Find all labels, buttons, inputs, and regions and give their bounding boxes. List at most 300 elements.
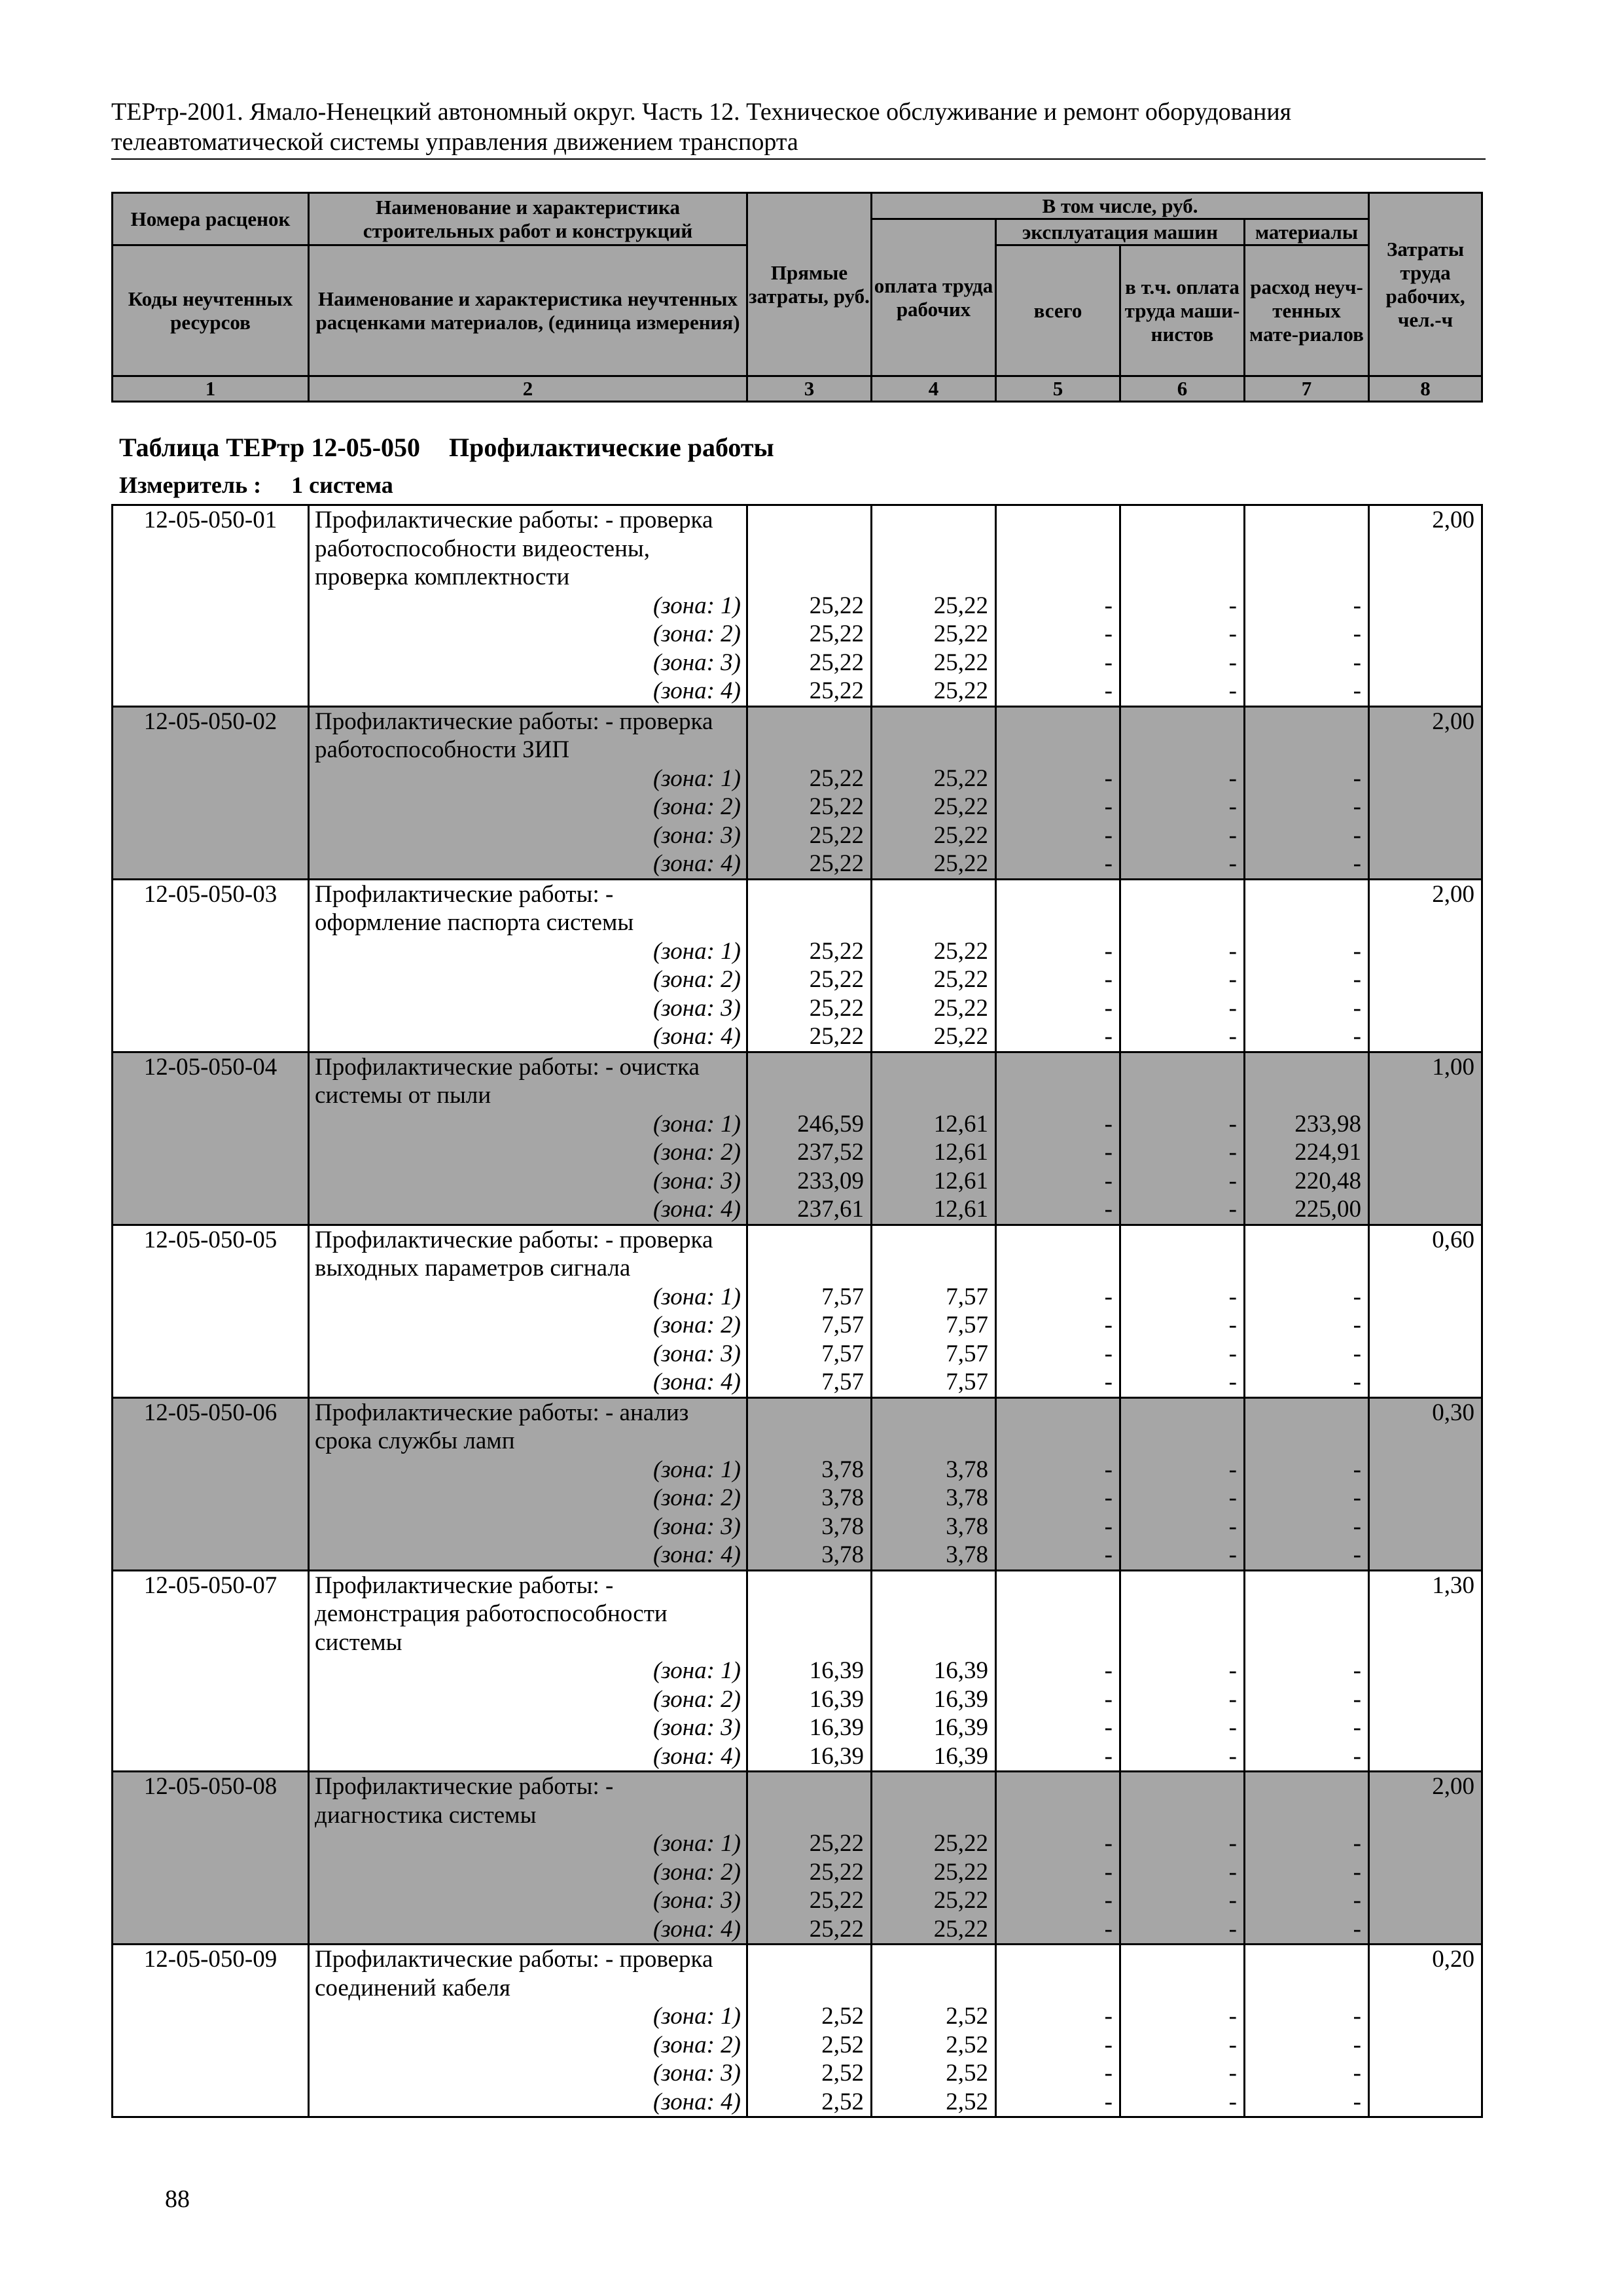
unit-line: [119, 471, 393, 499]
value-labor-pay: 25,22: [933, 1915, 988, 1943]
zone-label: (зона: 1): [652, 1456, 741, 1483]
rate-code: 12-05-050-07: [113, 1570, 309, 1772]
value-labor-pay: 2,52: [946, 2031, 988, 2058]
value-materials: -: [1353, 1312, 1361, 1338]
zone-label: (зона: 1): [652, 1657, 741, 1684]
table-row: [113, 1052, 1482, 1225]
col-num-1: 1: [113, 376, 309, 402]
value-labor-pay: 7,57: [946, 1369, 988, 1395]
value-machinists: -: [1228, 1139, 1237, 1166]
zone-label: (зона: 3): [652, 1340, 741, 1367]
value-machinists: -: [1228, 1369, 1237, 1395]
value-labor-pay: 2,52: [946, 2003, 988, 2030]
value-materials: -: [1353, 1657, 1361, 1684]
cell-materials: [1245, 706, 1369, 879]
cell-labor-pay: [872, 1570, 996, 1772]
col-material-consumption: расход неуч-тенных мате-риалов: [1245, 245, 1369, 376]
value-direct: 25,22: [809, 850, 864, 877]
cell-machines: [996, 505, 1120, 707]
value-direct: 25,22: [809, 677, 864, 704]
value-materials: -: [1353, 1915, 1361, 1943]
value-machinists: -: [1228, 1484, 1237, 1511]
value-materials: -: [1353, 764, 1361, 792]
value-direct: 7,57: [821, 1312, 864, 1338]
value-machinists: -: [1228, 1340, 1237, 1367]
value-machinists: -: [1228, 1830, 1237, 1857]
cell-materials: [1245, 1772, 1369, 1945]
value-materials: 224,91: [1294, 1139, 1361, 1166]
value-machines: -: [1104, 1023, 1113, 1050]
rate-code: 12-05-050-04: [113, 1052, 309, 1225]
zone-label: (зона: 1): [652, 592, 741, 619]
header-line-2: телеавтоматической системы управления движением транспорта: [111, 128, 798, 156]
value-materials: -: [1353, 1283, 1361, 1310]
value-machines: -: [1104, 1513, 1113, 1540]
rates-table: [111, 504, 1483, 2118]
value-labor-pay: 25,22: [933, 1858, 988, 1886]
value-labor-pay: 3,78: [946, 1456, 988, 1483]
value-direct: 237,52: [797, 1139, 864, 1166]
zone-label: (зона: 2): [652, 1139, 741, 1166]
col-num-6: 6: [1120, 376, 1245, 402]
value-materials: -: [1353, 2088, 1361, 2115]
rates-table-body: [113, 505, 1482, 2117]
col-labor-hours: Затраты труда рабочих, чел.-ч: [1369, 193, 1482, 376]
cell-machinists: [1120, 1052, 1245, 1225]
col-machinists-pay: в т.ч. оплата труда маши-нистов: [1120, 245, 1245, 376]
value-labor-pay: 7,57: [946, 1283, 988, 1310]
zone-label: (зона: 3): [652, 649, 741, 676]
rate-name-line: работоспособности ЗИП: [315, 736, 570, 763]
zone-label: (зона: 2): [652, 1858, 741, 1886]
value-direct: 2,52: [821, 2088, 864, 2115]
value-materials: -: [1353, 1830, 1361, 1857]
cell-machines: [996, 1397, 1120, 1570]
value-machines: -: [1104, 1541, 1113, 1568]
table-row: [113, 1772, 1482, 1945]
column-header-table: [111, 192, 1483, 403]
zone-label: (зона: 2): [652, 966, 741, 993]
value-machines: -: [1104, 1369, 1113, 1395]
value-direct: 25,22: [809, 1830, 864, 1857]
value-machinists: -: [1228, 649, 1237, 676]
value-materials: -: [1353, 1742, 1361, 1770]
col-num-7: 7: [1245, 376, 1369, 402]
value-labor-pay: 3,78: [946, 1484, 988, 1511]
value-machines: -: [1104, 1312, 1113, 1338]
value-labor-pay: 25,22: [933, 821, 988, 849]
value-machines: -: [1104, 620, 1113, 647]
cell-direct: [747, 879, 872, 1052]
col-machine-operation: эксплуатация машин: [996, 219, 1245, 245]
value-materials: -: [1353, 793, 1361, 820]
rate-name-line: Профилактические работы: - проверка: [315, 1946, 713, 1973]
value-machinists: -: [1228, 2088, 1237, 2115]
cell-materials: [1245, 1945, 1369, 2117]
rate-name-line: срока службы ламп: [315, 1427, 515, 1454]
value-machines: -: [1104, 793, 1113, 820]
value-labor-pay: 12,61: [933, 1139, 988, 1166]
cell-direct: [747, 706, 872, 879]
value-direct: 25,22: [809, 1915, 864, 1943]
value-machinists: -: [1228, 1915, 1237, 1943]
value-machinists: -: [1228, 1858, 1237, 1886]
cell-labor-hours: 2,00: [1369, 505, 1482, 707]
rate-name-line: Профилактические работы: -: [315, 1571, 614, 1599]
value-labor-pay: 25,22: [933, 793, 988, 820]
value-direct: 25,22: [809, 937, 864, 965]
cell-machinists: [1120, 1772, 1245, 1945]
value-materials: -: [1353, 1456, 1361, 1483]
value-materials: -: [1353, 592, 1361, 619]
value-labor-pay: 25,22: [933, 620, 988, 647]
value-machines: -: [1104, 1685, 1113, 1713]
value-machines: -: [1104, 994, 1113, 1022]
rate-name-line: Профилактические работы: - проверка: [315, 708, 713, 735]
value-machines: -: [1104, 1742, 1113, 1770]
zone-label: (зона: 2): [652, 793, 741, 820]
rate-description: [309, 1052, 747, 1225]
cell-materials: [1245, 879, 1369, 1052]
cell-machinists: [1120, 505, 1245, 707]
value-machinists: -: [1228, 1685, 1237, 1713]
value-direct: 2,52: [821, 2003, 864, 2030]
rate-name-line: системы от пыли: [315, 1082, 491, 1109]
value-labor-pay: 3,78: [946, 1541, 988, 1568]
rate-description: [309, 879, 747, 1052]
value-machines: -: [1104, 764, 1113, 792]
rate-name-line: работоспособности видеостены,: [315, 535, 650, 562]
value-materials: 233,98: [1294, 1110, 1361, 1138]
value-materials: -: [1353, 1858, 1361, 1886]
value-labor-pay: 25,22: [933, 937, 988, 965]
value-labor-pay: 25,22: [933, 592, 988, 619]
value-direct: 16,39: [809, 1685, 864, 1713]
rate-description: [309, 1772, 747, 1945]
value-materials: -: [1353, 1513, 1361, 1540]
rate-description: [309, 1225, 747, 1397]
value-direct: 16,39: [809, 1714, 864, 1741]
cell-labor-hours: 1,30: [1369, 1570, 1482, 1772]
value-materials: -: [1353, 620, 1361, 647]
col-direct-costs: Прямые затраты, руб.: [747, 193, 872, 376]
table-row: [113, 1397, 1482, 1570]
value-materials: -: [1353, 1541, 1361, 1568]
value-machines: -: [1104, 1283, 1113, 1310]
rate-code: 12-05-050-02: [113, 706, 309, 879]
rate-code: 12-05-050-05: [113, 1225, 309, 1397]
rate-code: 12-05-050-01: [113, 505, 309, 707]
value-materials: -: [1353, 937, 1361, 965]
cell-machines: [996, 1945, 1120, 2117]
col-including: В том числе, руб.: [872, 193, 1369, 219]
col-resource-codes: Коды неучтенных ресурсов: [113, 245, 309, 376]
value-direct: 2,52: [821, 2060, 864, 2087]
rate-code: 12-05-050-09: [113, 1945, 309, 2117]
value-materials: 225,00: [1294, 1196, 1361, 1223]
cell-materials: [1245, 1052, 1369, 1225]
zone-label: (зона: 1): [652, 2003, 741, 2030]
value-machines: -: [1104, 2003, 1113, 2030]
value-machinists: -: [1228, 764, 1237, 792]
cell-direct: [747, 1052, 872, 1225]
value-materials: -: [1353, 1369, 1361, 1395]
value-labor-pay: 16,39: [933, 1742, 988, 1770]
cell-machinists: [1120, 1945, 1245, 2117]
value-labor-pay: 12,61: [933, 1196, 988, 1223]
value-materials: -: [1353, 1887, 1361, 1914]
value-machines: -: [1104, 1167, 1113, 1194]
value-labor-pay: 2,52: [946, 2088, 988, 2115]
value-direct: 16,39: [809, 1657, 864, 1684]
rate-name-line: Профилактические работы: -: [315, 1773, 614, 1800]
value-machinists: -: [1228, 1742, 1237, 1770]
value-machines: -: [1104, 2088, 1113, 2115]
zone-label: (зона: 3): [652, 1714, 741, 1741]
rate-name-line: оформление паспорта системы: [315, 909, 634, 936]
cell-materials: [1245, 1225, 1369, 1397]
value-machinists: -: [1228, 1714, 1237, 1741]
cell-machines: [996, 1225, 1120, 1397]
rate-name-line: системы: [315, 1628, 402, 1656]
rate-code: 12-05-050-06: [113, 1397, 309, 1570]
zone-label: (зона: 1): [652, 1830, 741, 1857]
value-materials: -: [1353, 2031, 1361, 2058]
value-machinists: -: [1228, 592, 1237, 619]
cell-machinists: [1120, 1397, 1245, 1570]
col-num-5: 5: [996, 376, 1120, 402]
value-machines: -: [1104, 1657, 1113, 1684]
value-machines: -: [1104, 1714, 1113, 1741]
cell-machinists: [1120, 879, 1245, 1052]
rate-description: [309, 505, 747, 707]
col-rate-numbers: Номера расценок: [113, 193, 309, 245]
value-direct: 7,57: [821, 1369, 864, 1395]
zone-label: (зона: 4): [652, 2088, 741, 2115]
cell-labor-pay: [872, 505, 996, 707]
value-direct: 3,78: [821, 1541, 864, 1568]
value-machines: -: [1104, 937, 1113, 965]
rate-name-line: Профилактические работы: - анализ: [315, 1399, 689, 1426]
value-materials: -: [1353, 677, 1361, 704]
rate-name-line: Профилактические работы: -: [315, 880, 614, 908]
value-machinists: -: [1228, 1541, 1237, 1568]
cell-labor-pay: [872, 706, 996, 879]
value-labor-pay: 2,52: [946, 2060, 988, 2087]
value-direct: 2,52: [821, 2031, 864, 2058]
cell-labor-pay: [872, 1945, 996, 2117]
value-machinists: -: [1228, 850, 1237, 877]
value-machinists: -: [1228, 1023, 1237, 1050]
value-materials: -: [1353, 1685, 1361, 1713]
cell-direct: [747, 1570, 872, 1772]
cell-direct: [747, 1772, 872, 1945]
value-direct: 25,22: [809, 1887, 864, 1914]
rate-description: [309, 1397, 747, 1570]
value-direct: 3,78: [821, 1513, 864, 1540]
cell-labor-hours: 0,60: [1369, 1225, 1482, 1397]
value-materials: -: [1353, 2003, 1361, 2030]
cell-labor-pay: [872, 1397, 996, 1570]
col-num-2: 2: [309, 376, 747, 402]
value-machinists: -: [1228, 1513, 1237, 1540]
value-machinists: -: [1228, 994, 1237, 1022]
value-direct: 25,22: [809, 793, 864, 820]
rate-description: [309, 1570, 747, 1772]
table-row: [113, 706, 1482, 879]
value-machinists: -: [1228, 937, 1237, 965]
rate-name-line: Профилактические работы: - проверка: [315, 507, 713, 533]
value-labor-pay: 25,22: [933, 966, 988, 993]
cell-labor-hours: 0,20: [1369, 1945, 1482, 2117]
zone-label: (зона: 3): [652, 821, 741, 849]
value-machines: -: [1104, 1484, 1113, 1511]
col-material-names: Наименование и характеристика неучтенных расценками материалов, (единица измерения): [309, 245, 747, 376]
value-direct: 16,39: [809, 1742, 864, 1770]
value-labor-pay: 12,61: [933, 1110, 988, 1138]
value-direct: 25,22: [809, 1023, 864, 1050]
value-labor-pay: 25,22: [933, 1023, 988, 1050]
document-header: [111, 97, 1486, 160]
value-direct: 25,22: [809, 620, 864, 647]
table-row: [113, 505, 1482, 707]
col-machines-total: всего: [996, 245, 1120, 376]
rate-name-line: диагностика системы: [315, 1801, 537, 1829]
col-num-4: 4: [872, 376, 996, 402]
table-row: [113, 1225, 1482, 1397]
zone-label: (зона: 4): [652, 1742, 741, 1770]
cell-labor-hours: 2,00: [1369, 879, 1482, 1052]
rate-code: 12-05-050-08: [113, 1772, 309, 1945]
cell-direct: [747, 1397, 872, 1570]
page-number: 88: [165, 2185, 190, 2213]
value-direct: 25,22: [809, 994, 864, 1022]
zone-label: (зона: 4): [652, 1023, 741, 1050]
cell-machines: [996, 706, 1120, 879]
table-row: [113, 1945, 1482, 2117]
value-labor-pay: 3,78: [946, 1513, 988, 1540]
table-title: [119, 432, 774, 463]
value-direct: 25,22: [809, 764, 864, 792]
value-materials: -: [1353, 1340, 1361, 1367]
value-machines: -: [1104, 1887, 1113, 1914]
value-machines: -: [1104, 1915, 1113, 1943]
cell-machinists: [1120, 1570, 1245, 1772]
zone-label: (зона: 3): [652, 994, 741, 1022]
value-machinists: -: [1228, 1456, 1237, 1483]
zone-label: (зона: 1): [652, 1283, 741, 1310]
zone-label: (зона: 3): [652, 1513, 741, 1540]
value-machinists: -: [1228, 620, 1237, 647]
value-machines: -: [1104, 677, 1113, 704]
zone-label: (зона: 2): [652, 1484, 741, 1511]
cell-machinists: [1120, 1225, 1245, 1397]
rate-name-line: Профилактические работы: - очистка: [315, 1053, 700, 1081]
cell-labor-pay: [872, 1225, 996, 1397]
cell-labor-pay: [872, 1772, 996, 1945]
cell-machines: [996, 1570, 1120, 1772]
zone-label: (зона: 4): [652, 1541, 741, 1568]
cell-labor-hours: 0,30: [1369, 1397, 1482, 1570]
value-machines: -: [1104, 649, 1113, 676]
value-direct: 25,22: [809, 821, 864, 849]
table-title-name: Профилактические работы: [449, 433, 774, 462]
cell-materials: [1245, 1397, 1369, 1570]
value-labor-pay: 25,22: [933, 649, 988, 676]
value-machinists: -: [1228, 677, 1237, 704]
table-title-label: Таблица ТЕРтр 12-05-050: [119, 433, 421, 462]
cell-machines: [996, 1772, 1120, 1945]
value-materials: -: [1353, 1714, 1361, 1741]
value-direct: 25,22: [809, 649, 864, 676]
col-materials: материалы: [1245, 219, 1369, 245]
value-labor-pay: 16,39: [933, 1714, 988, 1741]
value-direct: 3,78: [821, 1456, 864, 1483]
value-direct: 233,09: [797, 1167, 864, 1194]
rate-code: 12-05-050-03: [113, 879, 309, 1052]
value-labor-pay: 7,57: [946, 1340, 988, 1367]
value-machinists: -: [1228, 2003, 1237, 2030]
cell-labor-pay: [872, 1052, 996, 1225]
cell-direct: [747, 1225, 872, 1397]
header-line-1: ТЕРтр-2001. Ямало-Ненецкий автономный округ. Часть 12. Техническое обслуживание и ремонт оборудования: [111, 98, 1292, 126]
cell-labor-hours: 2,00: [1369, 706, 1482, 879]
value-labor-pay: 25,22: [933, 677, 988, 704]
value-machines: -: [1104, 1830, 1113, 1857]
value-machines: -: [1104, 966, 1113, 993]
value-direct: 25,22: [809, 592, 864, 619]
value-machinists: -: [1228, 1312, 1237, 1338]
rate-description: [309, 706, 747, 879]
cell-direct: [747, 1945, 872, 2117]
value-materials: -: [1353, 649, 1361, 676]
zone-label: (зона: 2): [652, 1685, 741, 1713]
value-machines: -: [1104, 1110, 1113, 1138]
value-labor-pay: 25,22: [933, 994, 988, 1022]
value-machines: -: [1104, 2060, 1113, 2087]
value-machinists: -: [1228, 1283, 1237, 1310]
rate-name-line: соединений кабеля: [315, 1974, 510, 2001]
zone-label: (зона: 4): [652, 850, 741, 877]
value-direct: 7,57: [821, 1283, 864, 1310]
unit-label: Измеритель :: [119, 472, 262, 498]
cell-machinists: [1120, 706, 1245, 879]
value-labor-pay: 25,22: [933, 1830, 988, 1857]
value-machines: -: [1104, 1196, 1113, 1223]
col-num-8: 8: [1369, 376, 1482, 402]
value-machines: -: [1104, 592, 1113, 619]
value-direct: 3,78: [821, 1484, 864, 1511]
rate-name-line: проверка комплектности: [315, 564, 570, 590]
value-materials: -: [1353, 1023, 1361, 1050]
value-machinists: -: [1228, 2031, 1237, 2058]
value-labor-pay: 16,39: [933, 1657, 988, 1684]
value-machinists: -: [1228, 1887, 1237, 1914]
value-materials: -: [1353, 821, 1361, 849]
value-labor-pay: 16,39: [933, 1685, 988, 1713]
rate-name-line: демонстрация работоспособности: [315, 1600, 668, 1627]
value-materials: -: [1353, 966, 1361, 993]
value-materials: -: [1353, 1484, 1361, 1511]
rate-name-line: выходных параметров сигнала: [315, 1255, 631, 1282]
rate-name-line: Профилактические работы: - проверка: [315, 1226, 713, 1253]
zone-label: (зона: 4): [652, 1196, 741, 1223]
zone-label: (зона: 4): [652, 677, 741, 704]
cell-machines: [996, 1052, 1120, 1225]
value-machines: -: [1104, 850, 1113, 877]
value-labor-pay: 7,57: [946, 1312, 988, 1338]
zone-label: (зона: 4): [652, 1915, 741, 1943]
